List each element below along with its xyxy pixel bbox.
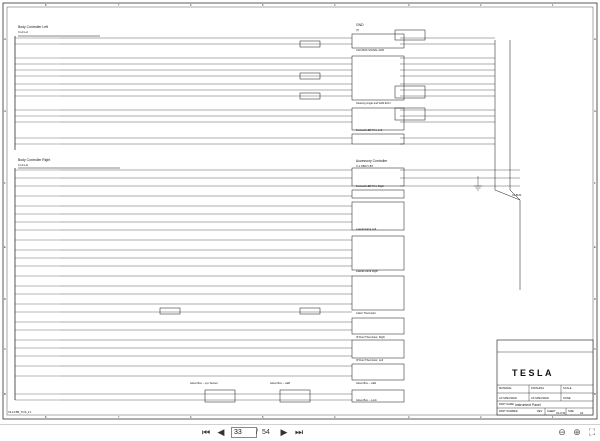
svg-text:2: 2 (480, 416, 482, 419)
bottom-controller-label: Body Controller Right (18, 158, 51, 162)
svg-text:G: G (4, 110, 7, 113)
accessory-controller-label: Accessory Controller (356, 159, 388, 163)
top-controller-label: Body Controller Left (18, 25, 48, 29)
svg-text:1: 1 (552, 416, 554, 419)
connector-box (395, 86, 425, 98)
svg-text:3: 3 (408, 416, 410, 419)
ip-duct-left-label: IP Duct Thermistor, Left (356, 359, 384, 362)
svg-text:7: 7 (118, 4, 120, 7)
steering-label: Steering Angle and SAM ECU (356, 102, 391, 105)
svg-text:E: E (594, 246, 596, 249)
connector-box (352, 34, 404, 48)
svg-text:7: 7 (118, 416, 120, 419)
glove-box-sensor-label: Glove Box -- Lpr Sensor (190, 382, 218, 385)
svg-text:2: 2 (480, 4, 482, 7)
svg-text:G: G (594, 110, 597, 113)
connector-box (205, 390, 235, 402)
svg-text:6: 6 (190, 4, 192, 7)
svg-text:8: 8 (45, 416, 47, 419)
first-page-icon[interactable]: ⏮ (201, 427, 211, 437)
glove-box-led2-label: Glove Box -- LED (270, 382, 291, 385)
connector-box (352, 276, 404, 310)
cabin-thermistor-label: Cabin Thermistor (356, 312, 376, 315)
footwell-left-label: Footwell LED Trim Left (356, 129, 383, 132)
svg-text:4: 4 (334, 416, 336, 419)
viewer-toolbar (0, 424, 600, 441)
size-label: SIZE (568, 410, 574, 413)
svg-text:5: 5 (262, 4, 264, 7)
splice-label: X3 BUS (512, 194, 522, 197)
connector-box (352, 168, 404, 186)
connector-box (160, 308, 180, 314)
svg-text:4: 4 (334, 4, 336, 7)
lateral-right-label: Lateral Fairia Right (356, 270, 378, 273)
glove-box-led-label: Glove Box -- LED (356, 382, 377, 385)
part-number-label: PART NUMBER (499, 410, 518, 413)
last-page-icon[interactable]: ⏭ (294, 427, 304, 437)
finishing-value: AS SPECIFIED (531, 397, 549, 400)
switch-block-label: CAN BUS SIGNAL GND (356, 49, 385, 52)
connector-box (352, 236, 404, 270)
connector-box (395, 30, 425, 40)
svg-text:6: 6 (190, 416, 192, 419)
size-value: A0 (580, 412, 584, 415)
wire-runs (15, 38, 520, 400)
next-page-icon[interactable]: ▶ (280, 427, 288, 437)
finishing-label: FINISHING (531, 387, 545, 390)
svg-text:B: B (4, 393, 6, 396)
material-label: MATERIAL (499, 387, 512, 390)
svg-text:H: H (4, 38, 6, 41)
connector-box (352, 190, 404, 198)
svg-text:C: C (594, 348, 596, 351)
ip-duct-right-label: IP Duct Thermistor, Right (356, 336, 385, 339)
svg-text:5: 5 (262, 416, 264, 419)
scale-value: NONE (563, 397, 571, 400)
connector-boxes (160, 30, 425, 402)
sheet-label: SHEET (547, 410, 556, 413)
gnd-label: GND (356, 23, 364, 27)
svg-text:E: E (4, 246, 6, 249)
bottom-controller-sub: X-LF-LH (18, 164, 28, 167)
connector-box (352, 56, 404, 100)
svg-text:F: F (594, 182, 596, 185)
connector-box (395, 108, 425, 120)
page-separator: / (256, 429, 258, 436)
svg-text:3: 3 (408, 4, 410, 7)
sheet-value: 33 of 54 (556, 412, 566, 415)
svg-text:1: 1 (552, 4, 554, 7)
svg-text:D: D (4, 298, 6, 301)
tesla-logo: TESLA (512, 368, 555, 378)
top-controller-sub: X-LF-LH (18, 31, 28, 34)
svg-text:8: 8 (45, 4, 47, 7)
connector-box (300, 308, 320, 314)
gnd-sub: (?) (356, 29, 360, 32)
part-name-label: PART NAME (499, 403, 514, 406)
svg-text:H: H (594, 38, 596, 41)
svg-text:D: D (594, 298, 596, 301)
connector-box (352, 108, 404, 130)
zoom-out-icon[interactable]: ⊖ (558, 427, 566, 437)
connector-box (352, 134, 404, 144)
glove-box-lock-label: Glove Box -- Lock (356, 399, 377, 402)
prev-page-icon[interactable]: ◀ (217, 427, 225, 437)
title-block (497, 340, 593, 415)
connector-box (352, 340, 404, 358)
rev-label: REV (537, 410, 543, 413)
material-value: AS SPECIFIED (499, 397, 517, 400)
grid-bottom-labels (45, 415, 554, 419)
connector-box (280, 390, 310, 402)
lateral-left-label: Lateral Fairia Left (356, 228, 377, 231)
svg-text:F: F (4, 182, 6, 185)
svg-text:C: C (4, 348, 6, 351)
accessory-sub: X-1 CBM V-BT (356, 165, 374, 168)
connector-box (352, 202, 404, 230)
page-number-input[interactable] (231, 427, 257, 438)
scale-label: SCALE (563, 387, 572, 390)
svg-text:B: B (594, 393, 596, 396)
connector-box (352, 318, 404, 334)
connector-box (352, 364, 404, 380)
grid-top-labels (45, 3, 554, 7)
zoom-in-icon[interactable]: ⊕ (573, 427, 581, 437)
part-name: Instrument Panel (515, 403, 541, 407)
fullscreen-icon[interactable]: ⛶ (588, 427, 596, 437)
footwell-right-label: Footwell LED Trim Right (356, 185, 384, 188)
page-total: 54 (262, 429, 270, 436)
footer-ref: X3-14 BB_TCIS_2 1 (8, 411, 32, 414)
